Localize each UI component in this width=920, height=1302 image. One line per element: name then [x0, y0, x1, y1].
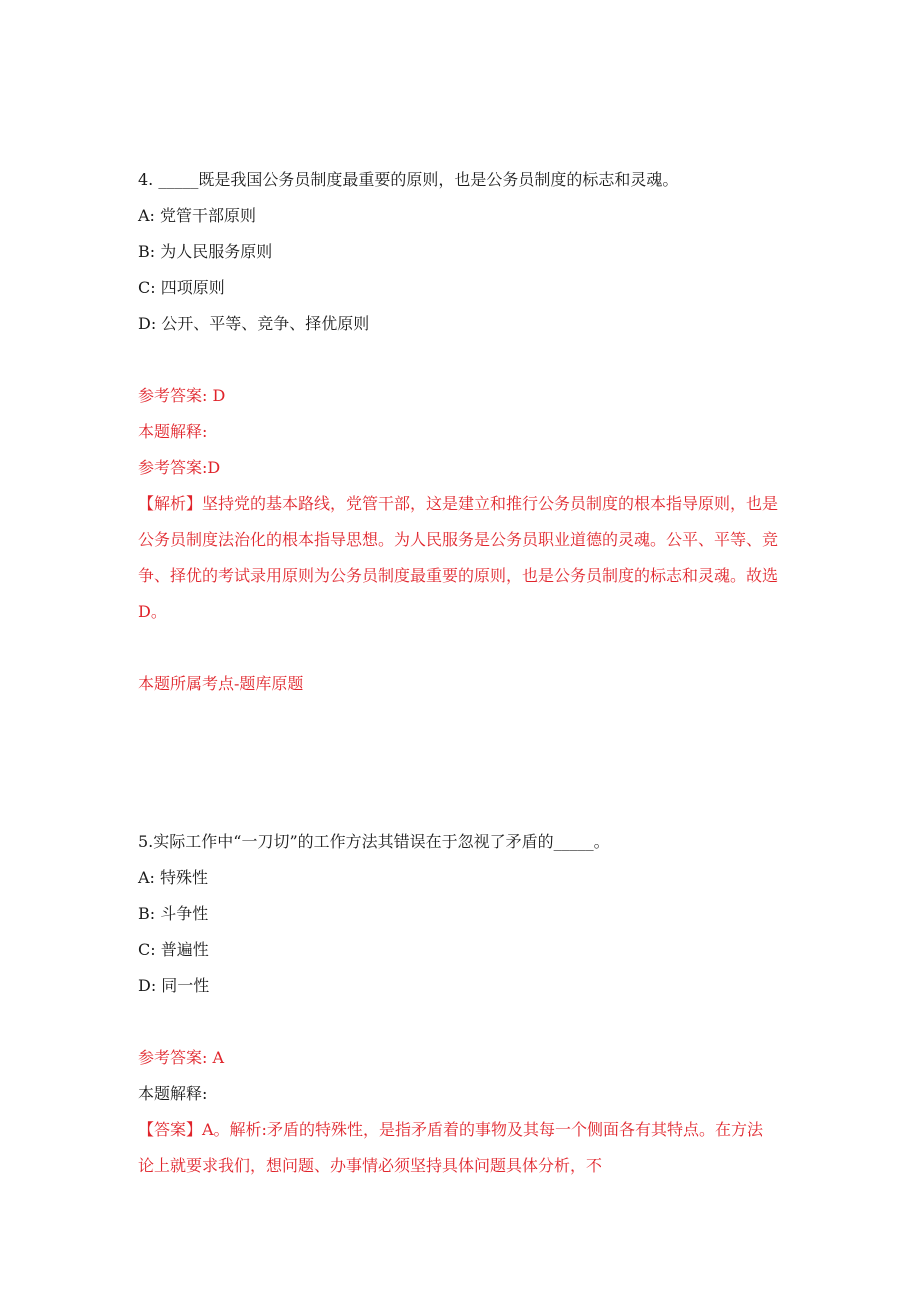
question-4-analysis: 【解析】坚持党的基本路线，党管干部，这是建立和推行公务员制度的根本指导原则，也是公务员制度法治化的根本指导思想。为人民服务是公务员职业道德的灵魂。公平、平等、竞争、择优的考试录用原则为公务员制度最重要的原则，也是公务员制度的标志和灵魂。故选 D。: [138, 494, 779, 621]
question-4-option-c: C: 四项原则: [138, 278, 225, 297]
question-5-stem: 5.实际工作中“一刀切”的工作方法其错误在于忽视了矛盾的_____。: [138, 832, 610, 851]
question-5-option-b: B: 斗争性: [138, 904, 209, 923]
question-5-option-a: A: 特殊性: [138, 868, 209, 887]
question-5-analysis: 【答案】A。解析:矛盾的特殊性，是指矛盾着的事物及其每一个侧面各有其特点。在方法论上就要求我们，想问题、办事情必须坚持具体问题具体分析，不: [138, 1120, 763, 1175]
question-5: [138, 824, 778, 1184]
question-4-stem: 4. _____既是我国公务员制度最重要的原则，也是公务员制度的标志和灵魂。: [138, 170, 679, 189]
question-4-answer-repeat: 参考答案:D: [138, 458, 221, 477]
spacer: [138, 1004, 778, 1040]
question-4-option-d: D: 公开、平等、竞争、择优原则: [138, 314, 370, 333]
question-4-explain-label: 本题解释:: [138, 422, 208, 441]
spacer: [138, 342, 778, 378]
question-4: [138, 162, 778, 702]
question-5-explain-label: 本题解释:: [138, 1084, 208, 1103]
question-4-option-a: A: 党管干部原则: [138, 206, 257, 225]
question-4-option-b: B: 为人民服务原则: [138, 242, 273, 261]
question-5-option-d: D: 同一性: [138, 976, 210, 995]
question-5-option-c: C: 普遍性: [138, 940, 209, 959]
question-5-answer: 参考答案: A: [138, 1048, 225, 1067]
question-4-source: 本题所属考点-题库原题: [138, 674, 304, 693]
question-4-answer: 参考答案: D: [138, 386, 226, 405]
spacer: [138, 630, 778, 666]
